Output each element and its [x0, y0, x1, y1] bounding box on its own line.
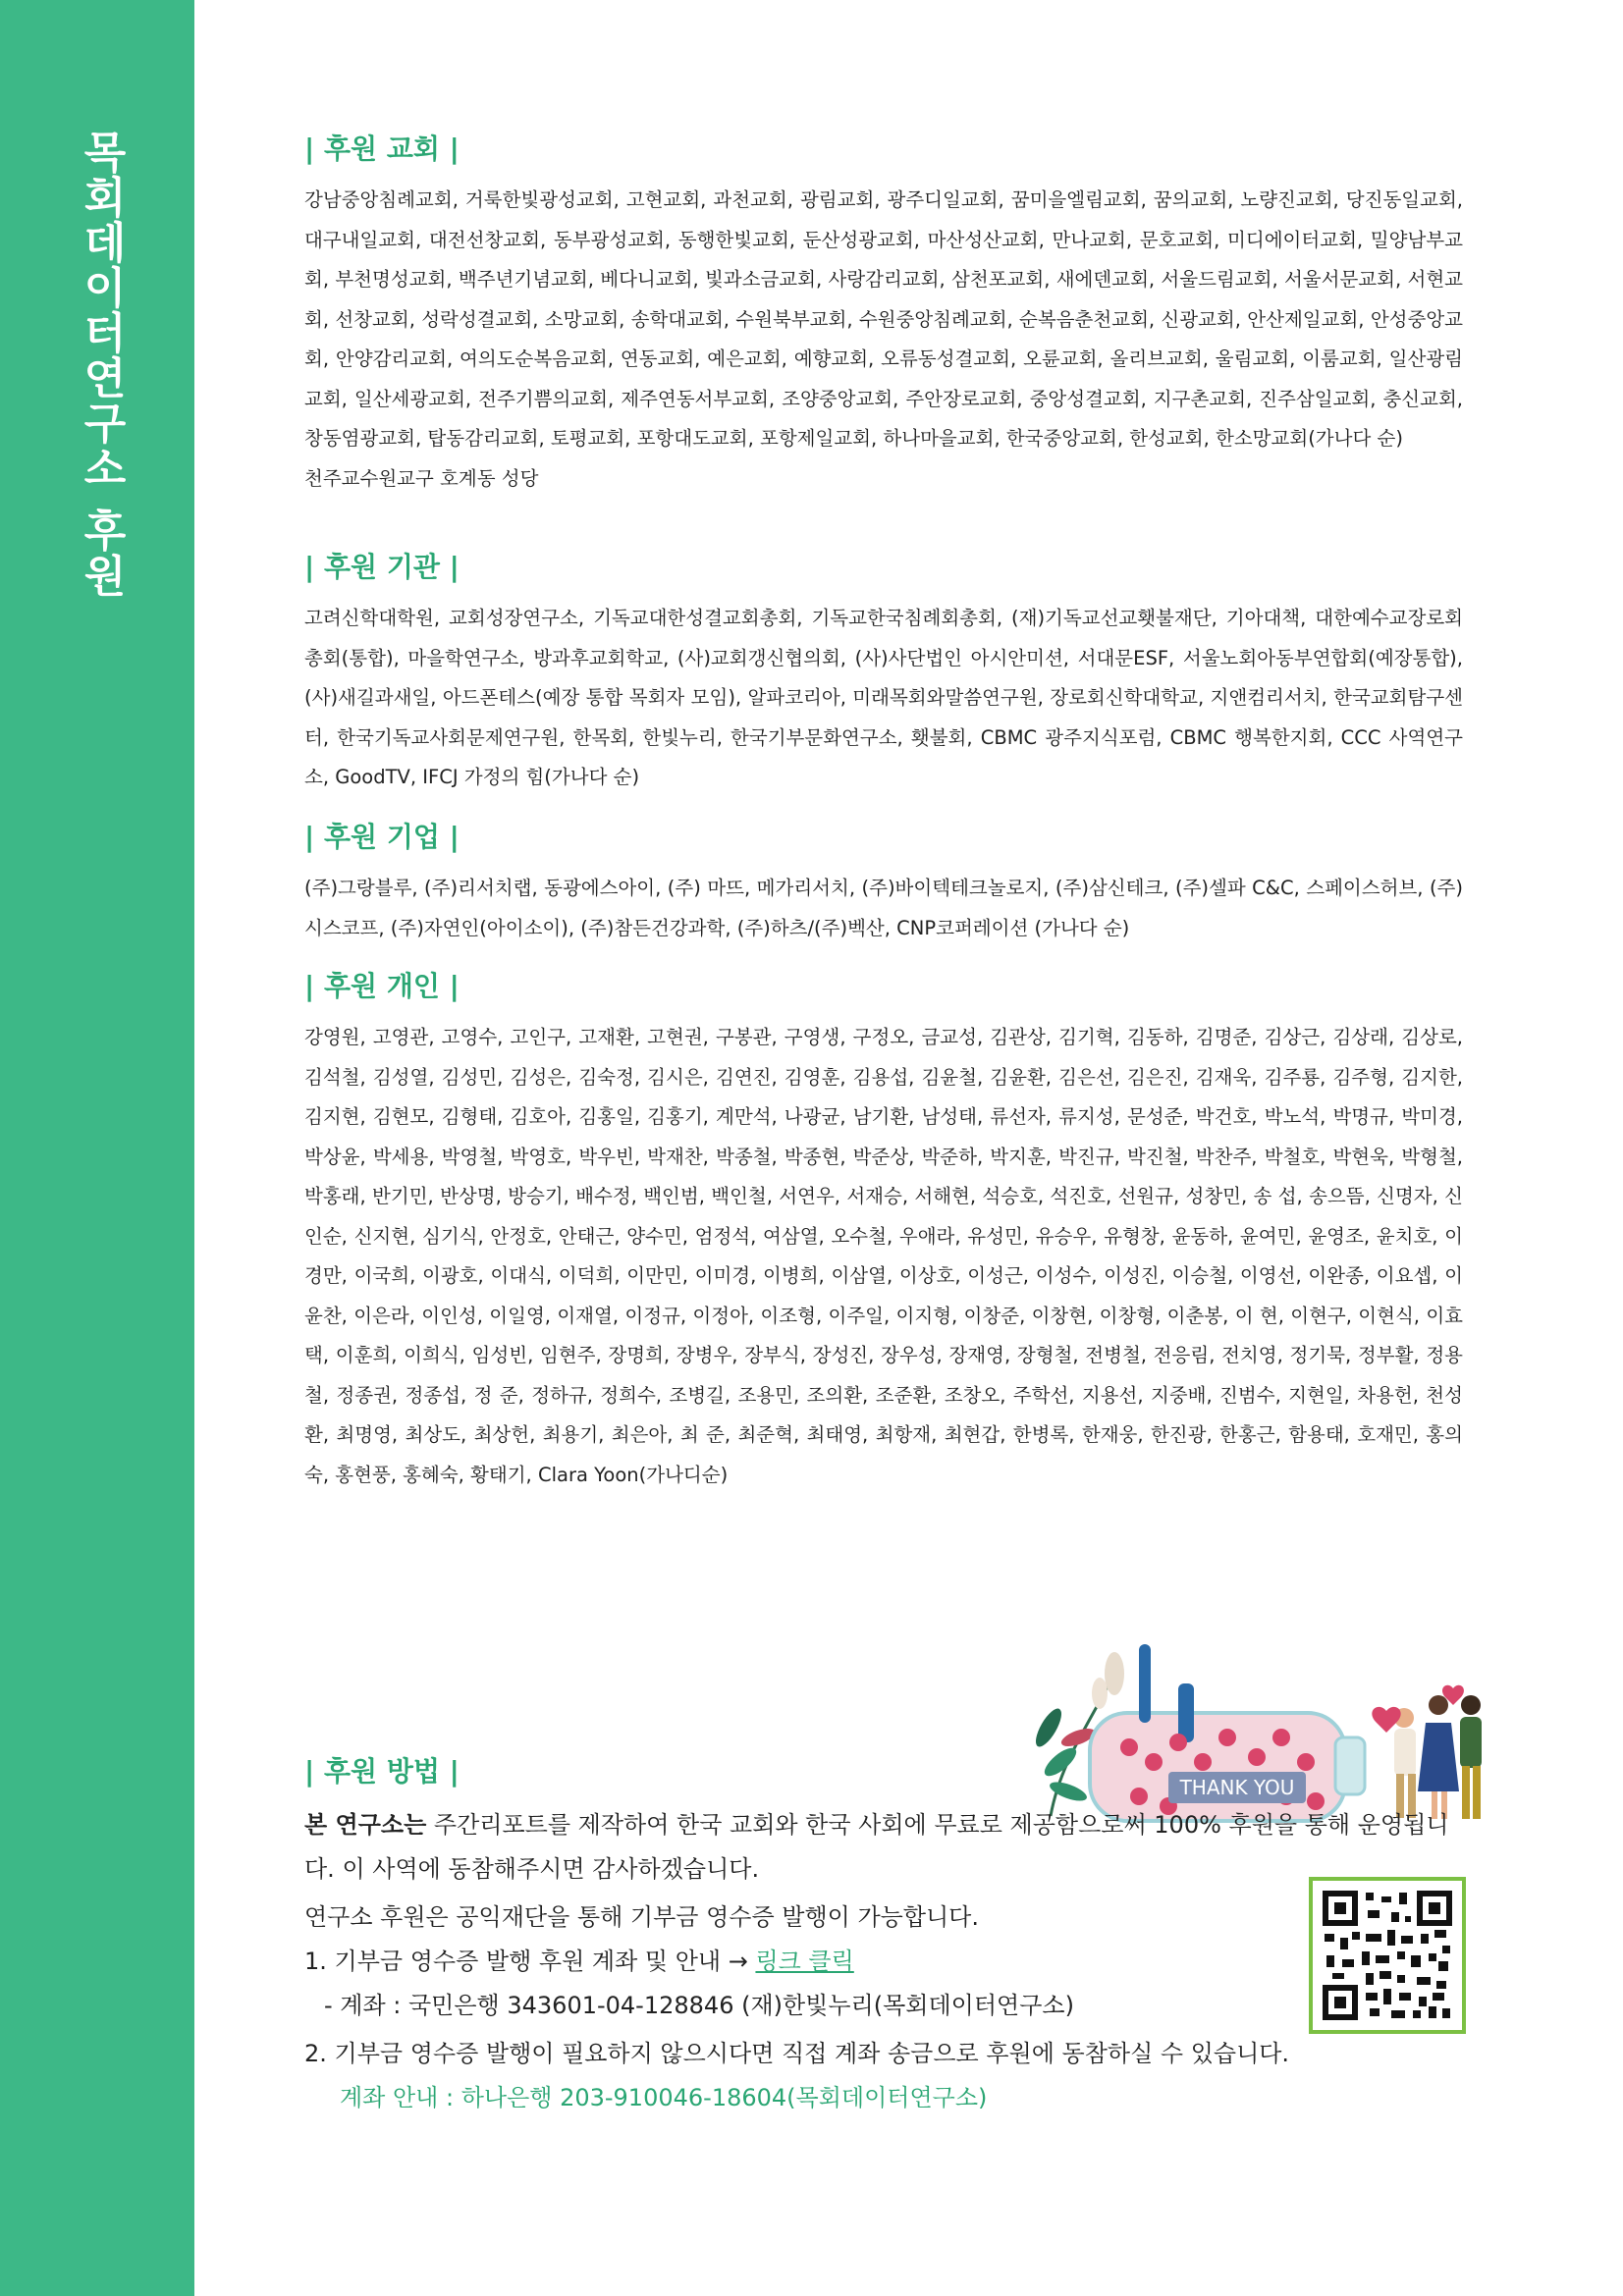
section-heading-companies: | 후원 기업 | [304, 821, 460, 853]
section-heading-institutions: | 후원 기관 | [304, 551, 460, 583]
section-individuals [304, 969, 1463, 1495]
sidebar-title: 목회데이터연구소 후원 [76, 130, 126, 599]
link-click[interactable]: 링크 클릭 [755, 1948, 854, 1975]
method-item-1-text: 1. 기부금 영수증 발행 후원 계좌 및 안내 → [304, 1948, 756, 1975]
method-item-2-account: 계좌 안내 : 하나은행 203-910046-18604(목회데이터연구소) [340, 2084, 988, 2111]
section-institutions [304, 550, 1463, 798]
method-body [304, 1803, 1463, 2120]
jar-label: THANK YOU [1179, 1776, 1295, 1799]
institution-list: 고려신학대학원, 교회성장연구소, 기독교대한성결교회총회, 기독교한국침례회총회, (재)기독교선교횃불재단, 기아대책, 대한예수교장로회총회(통합), 마을학연구소, 방과후교회학교, (사)교회갱신협의회, (사)사단법인 아시안미션, 서대문ESF, 서울노회아동부연합회(예장통합), (사)새길과새일, 아드폰테스(예장 통합 목회자 모임), 알파코리아, 미래목회와말씀연구원, 장로회신학대학교, 지앤컴리서치, 한국교회탐구센터, 한국기독교사회문제연구원, 한목회, 한빛누리, 한국기부문화연구소, 횃불회, CBMC 광주지식포럼, CBMC 행복한지회, CCC 사역연구소, GoodTV, IFCJ 가정의 힘(가나다 순) [304, 607, 1463, 788]
qr-code-pattern [1323, 1891, 1452, 2020]
company-list: (주)그랑블루, (주)리서치랩, 동광에스아이, (주) 마뜨, 메가리서치, (주)바이텍테크놀로지, (주)삼신테크, (주)셀파 C&C, 스페이스허브, (주)시스코프, (주)자연인(아이소이), (주)참든건강과학, (주)하츠/(주)벡산, CNP코퍼레이션 (가나다 순) [304, 877, 1463, 939]
church-list: 강남중앙침례교회, 거룩한빛광성교회, 고현교회, 과천교회, 광림교회, 광주디일교회, 꿈미을엘림교회, 꿈의교회, 노량진교회, 당진동일교회, 대구내일교회, 대전선창교회, 동부광성교회, 동행한빛교회, 둔산성광교회, 마산성산교회, 만나교회, 문호교회, 미디에이터교회, 밀양남부교회, 부천명성교회, 백주년기념교회, 베다니교회, 빛과소금교회, 사랑감리교회, 삼천포교회, 새에덴교회, 서울드림교회, 서울서문교회, 서현교회, 선창교회, 성락성결교회, 소망교회, 송학대교회, 수원북부교회, 수원중앙침례교회, 순복음춘천교회, 신광교회, 안산제일교회, 안성중앙교회, 안양감리교회, 여의도순복음교회, 연동교회, 예은교회, 예향교회, 오류동성결교회, 오륜교회, 올리브교회, 울림교회, 이룸교회, 일산광림교회, 일산세광교회, 전주기쁨의교회, 제주연동서부교회, 조양중앙교회, 주안장로교회, 중앙성결교회, 지구촌교회, 진주삼일교회, 충신교회, 창동염광교회, 탑동감리교회, 토평교회, 포항대도교회, 포항제일교회, 하나마을교회, 한국중앙교회, 한성교회, 한소망교회(가나다 순) [304, 188, 1463, 450]
method-intro-bold: 본 연구소는 [304, 1811, 427, 1839]
section-heading-churches: | 후원 교회 | [304, 133, 460, 165]
method-item-2: 2. 기부금 영수증 발행이 필요하지 않으시다면 직접 계좌 송금으로 후원에 동참하실 수 있습니다. [304, 2040, 1290, 2067]
individual-list: 강영원, 고영관, 고영수, 고인구, 고재환, 고현권, 구봉관, 구영생, 구정오, 금교성, 김관상, 김기혁, 김동하, 김명준, 김상근, 김상래, 김상로, 김석철, 김성열, 김성민, 김성은, 김숙정, 김시은, 김연진, 김영훈, 김용섭, 김윤철, 김윤환, 김은선, 김은진, 김재욱, 김주룡, 김주형, 김지한, 김지현, 김현모, 김형태, 김호아, 김홍일, 김홍기, 계만석, 나광균, 남기환, 남성태, 류선자, 류지성, 문성준, 박건호, 박노석, 박명규, 박미경, 박상윤, 박세용, 박영철, 박영호, 박우빈, 박재찬, 박종철, 박종현, 박준상, 박준하, 박지훈, 박진규, 박진철, 박찬주, 박철호, 박현욱, 박형철, 박홍래, 반기민, 반상명, 방승기, 배수정, 백인범, 백인철, 서연우, 서재승, 서해현, 석승호, 석진호, 선원규, 성창민, 송 섭, 송으뜸, 신명자, 신인순, 신지현, 심기식, 안정호, 안태근, 양수민, 엄정석, 여삼열, 오수철, 우애라, 유성민, 유승우, 유형창, 윤동하, 윤여민, 윤영조, 윤치호, 이경만, 이국희, 이광호, 이대식, 이덕희, 이만민, 이미경, 이병희, 이삼열, 이상호, 이성근, 이성수, 이성진, 이승철, 이영선, 이완종, 이요셉, 이윤찬, 이은라, 이인성, 이일영, 이재열, 이정규, 이정아, 이조형, 이주일, 이지형, 이창준, 이창현, 이창형, 이춘봉, 이 현, 이현구, 이현식, 이효택, 이훈희, 이희식, 임성빈, 임현주, 장명희, 장병우, 장부식, 장성진, 장우성, 장재영, 장형철, 전병철, 전응림, 전치영, 정기묵, 정부활, 정용철, 정종권, 정종섭, 정 준, 정하규, 정희수, 조병길, 조용민, 조의환, 조준환, 조창오, 주학선, 지용선, 지중배, 진범수, 지현일, 차용헌, 천성환, 최명영, 최상도, 최상헌, 최용기, 최은아, 최 준, 최준혁, 최태영, 최항재, 최현갑, 한병록, 한재웅, 한진광, 한홍근, 함용태, 호재민, 홍의숙, 홍현풍, 홍혜숙, 황태기, Clara Yoon(가나디순) [304, 1026, 1463, 1486]
method-receipt: 연구소 후원은 공익재단을 통해 기부금 영수증 발행이 가능합니다. [304, 1903, 979, 1931]
method-item-1-account: - 계좌 : 국민은행 343601-04-128846 (재)한빛누리(목회데이터연구소) [324, 1992, 1074, 2019]
section-heading-method: | 후원 방법 | [304, 1755, 460, 1788]
section-churches [304, 132, 1463, 499]
method-item-1 [304, 1940, 1463, 1984]
qr-code[interactable] [1309, 1877, 1466, 2034]
section-method [304, 1754, 1463, 2120]
section-companies [304, 820, 1463, 948]
sidebar [0, 0, 194, 2296]
church-extra: 천주교수원교구 호계동 성당 [304, 466, 539, 490]
method-intro-text: 주간리포트를 제작하여 한국 교회와 한국 사회에 무료로 제공함으로써 100% 후원을 통해 운영됩니다. 이 사역에 동참해주시면 감사하겠습니다. [304, 1811, 1449, 1883]
section-heading-individuals: | 후원 개인 | [304, 970, 460, 1002]
method-intro [304, 1803, 1463, 1892]
